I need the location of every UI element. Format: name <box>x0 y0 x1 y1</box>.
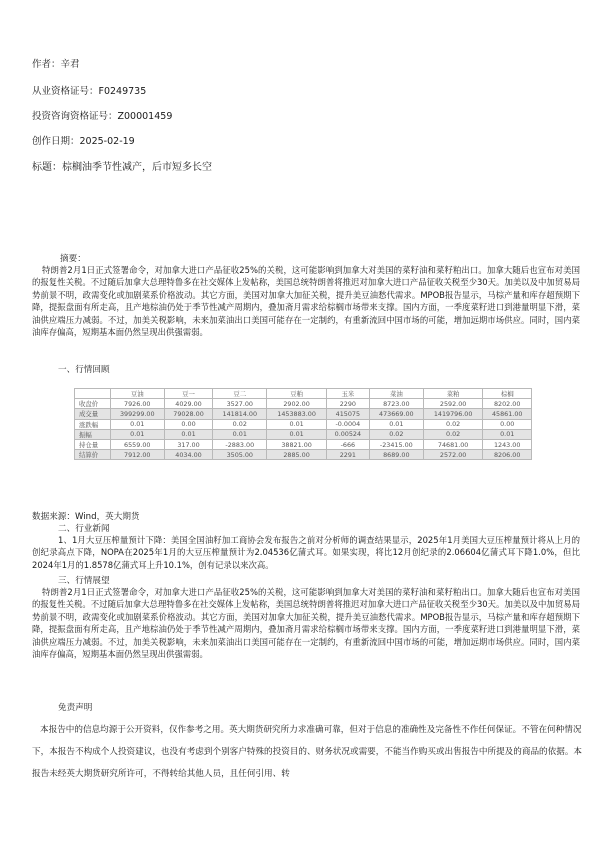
table-header-cell <box>75 389 111 399</box>
table-row <box>75 399 532 409</box>
table-cell: 6559.00 <box>110 439 164 449</box>
table-cell: 0.01 <box>267 429 327 439</box>
summary-heading: 摘要： <box>60 254 86 264</box>
table-cell: 0.02 <box>213 419 267 429</box>
table-cell: 2902.00 <box>267 399 327 409</box>
table-cell: 收盘价 <box>75 399 111 409</box>
table-row <box>75 409 532 419</box>
table-cell: -23415.00 <box>369 439 423 449</box>
table-header-cell: 豆二 <box>213 389 267 399</box>
table-cell: 0.02 <box>423 419 483 429</box>
table-cell: 成交量 <box>75 409 111 419</box>
table-cell: 2572.00 <box>423 450 483 460</box>
table-cell: 141814.00 <box>213 409 267 419</box>
table-cell: -666 <box>326 439 369 449</box>
table-cell: 0.01 <box>110 429 164 439</box>
summary-body: 特朗普2月1日正式签署命令，对加拿大进口产品征收25%的关税，这可能影响到加拿大对美国的菜籽油和菜籽粕出口。加拿大随后也宣布对美国的报复性关税。不过随后加拿大总理特鲁多在社交媒体上发帖称，美国总统特朗普将推迟对加拿大进口产品征收关税至少30天。加美以及中加贸易局势前景不明，政需变化或加剧菜系价格波动。其它方面，美国对加拿大加征关税，提升美豆油愁代需求。MPOB报告显示，马棕产量和库存超预期下降，提振盘面有所走高，且产地棕油仍处于季节性减产周期内，叠加斋月需求给棕榈市场带来支撑。国内方面，一季度菜籽进口到港量明显下滑，菜油供应端压力减弱。不过，加美关税影响，未来加菜油出口美国可能存在一定制约，有重新流回中国市场的可能，增加远期市场供应。同时，国内菜油库存偏高，短期基本面仍然呈现出供强需弱。 <box>32 265 580 338</box>
section2-body: 1、1月大豆压榨量预计下降：美国全国油籽加工商协会发布报告之前对分析师的调查结果显示，2025年1月美国大豆压榨量预计将从上月的创纪录高点下降，NOPA在2025年1月的大豆压榨量预计为2.04536亿蒲式耳。如果实现，将比12月创纪录的2.06604亿蒲式耳下降1.0%，但比2024年1月的1.8578亿蒲式耳上升10.1%，创有记录以来次高。 <box>32 535 580 570</box>
table-cell: 0.00 <box>164 419 212 429</box>
table-cell: 0.00 <box>483 419 532 429</box>
table-cell: 4029.00 <box>164 399 212 409</box>
table-cell: 79028.00 <box>164 409 212 419</box>
table-header-cell: 豆油 <box>110 389 164 399</box>
table-cell: 74681.00 <box>423 439 483 449</box>
author-line: 作者：辛君 <box>32 59 80 70</box>
table-cell: 415075 <box>326 409 369 419</box>
qualification-line: 从业资格证号：F0249735 <box>32 86 147 97</box>
table-header-cell: 玉米 <box>326 389 369 399</box>
table-cell: 8723.00 <box>369 399 423 409</box>
section3-body: 特朗普2月1日正式签署命令，对加拿大进口产品征收25%的关税，这可能影响到加拿大对美国的菜籽油和菜籽粕出口。加拿大随后也宣布对美国的报复性关税。不过随后加拿大总理特鲁多在社交媒体上发帖称，美国总统特朗普将推迟对加拿大进口产品征收关税至少30天。加美以及中加贸易局势前景不明，政需变化或加剧菜系价格波动。其它方面，美国对加拿大加征关税，提升美豆油愁代需求。MPOB报告显示，马棕产量和库存超预期下降，提振盘面有所走高，且产地棕油仍处于季节性减产周期内，叠加斋月需求给棕榈市场带来支撑。国内方面，一季度菜籽进口到港量明显下滑，菜油供应端压力减弱。不过，加美关税影响，未来加菜油出口美国可能存在一定制约，有重新流回中国市场的可能，增加远期市场供应。同时，国内菜油库存偏高，短期基本面仍然呈现出供强需弱。 <box>32 587 580 660</box>
table-header-cell: 菜油 <box>369 389 423 399</box>
section3-heading: 三、行情展望 <box>58 576 110 586</box>
table-row <box>75 450 532 460</box>
table-cell: 2592.00 <box>423 399 483 409</box>
table-cell: 399299.00 <box>110 409 164 419</box>
table-cell: 317.00 <box>164 439 212 449</box>
table-cell: 7912.00 <box>110 450 164 460</box>
market-table-body <box>75 399 532 460</box>
table-row <box>75 429 532 439</box>
section1-heading: 一、行情回顾 <box>58 365 110 375</box>
table-cell: -0.0004 <box>326 419 369 429</box>
table-header-cell: 菜粕 <box>423 389 483 399</box>
table-cell: 3527.00 <box>213 399 267 409</box>
table-cell: 2885.00 <box>267 450 327 460</box>
table-cell: 1243.00 <box>483 439 532 449</box>
table-cell: 4034.00 <box>164 450 212 460</box>
section2-heading: 二、行业新闻 <box>58 524 110 534</box>
table-cell: 0.01 <box>164 429 212 439</box>
table-row <box>75 419 532 429</box>
table-cell: 0.02 <box>423 429 483 439</box>
table-cell: 结算价 <box>75 450 111 460</box>
table-cell: 38821.00 <box>267 439 327 449</box>
table-header-cell: 豆一 <box>164 389 212 399</box>
table-cell: 0.01 <box>213 429 267 439</box>
table-cell: 1453883.00 <box>267 409 327 419</box>
table-cell: 45861.00 <box>483 409 532 419</box>
table-cell: 7926.00 <box>110 399 164 409</box>
table-header-cell: 棕榈 <box>483 389 532 399</box>
table-cell: 0.01 <box>267 419 327 429</box>
table-cell: 2291 <box>326 450 369 460</box>
table-header-cell: 豆粕 <box>267 389 327 399</box>
table-cell: 0.02 <box>369 429 423 439</box>
date-line: 创作日期：2025-02-19 <box>32 136 135 147</box>
table-cell: -2883.00 <box>213 439 267 449</box>
table-cell: 0.00524 <box>326 429 369 439</box>
disclaimer-heading: 免责声明 <box>58 703 93 713</box>
table-cell: 3505.00 <box>213 450 267 460</box>
market-table-header <box>75 389 532 399</box>
disclaimer-body: 本报告中的信息均源于公开资料，仅作参考之用。英大期货研究所力求准确可靠，但对于信息的准确性及完备性不作任何保证。不管在何种情况下，本报告不构成个人投资建议，也没有考虑到个别客户特殊的投资目的、财务状况或需要，不能当作购买或出售报告中所提及的商品的依据。本报告未经英大期货研究所许可，不得转给其他人员，且任何引用、转 <box>32 725 583 779</box>
table-cell: 8202.00 <box>483 399 532 409</box>
table-cell: 振幅 <box>75 429 111 439</box>
table-cell: 1419796.00 <box>423 409 483 419</box>
report-title: 标题：棕榈油季节性减产，后市短多长空 <box>32 162 212 173</box>
consulting-line: 投资咨询资格证号：Z00001459 <box>32 111 173 122</box>
table-cell: 持仓量 <box>75 439 111 449</box>
table-cell: 2290 <box>326 399 369 409</box>
table-cell: 0.01 <box>483 429 532 439</box>
table-cell: 473669.00 <box>369 409 423 419</box>
table-cell: 0.01 <box>110 419 164 429</box>
table-cell: 0.01 <box>369 419 423 429</box>
data-source: 数据来源：Wind，英大期货 <box>32 512 140 522</box>
table-row <box>75 439 532 449</box>
table-cell: 涨跌幅 <box>75 419 111 429</box>
table-cell: 8689.00 <box>369 450 423 460</box>
table-cell: 8206.00 <box>483 450 532 460</box>
market-table <box>74 388 532 460</box>
